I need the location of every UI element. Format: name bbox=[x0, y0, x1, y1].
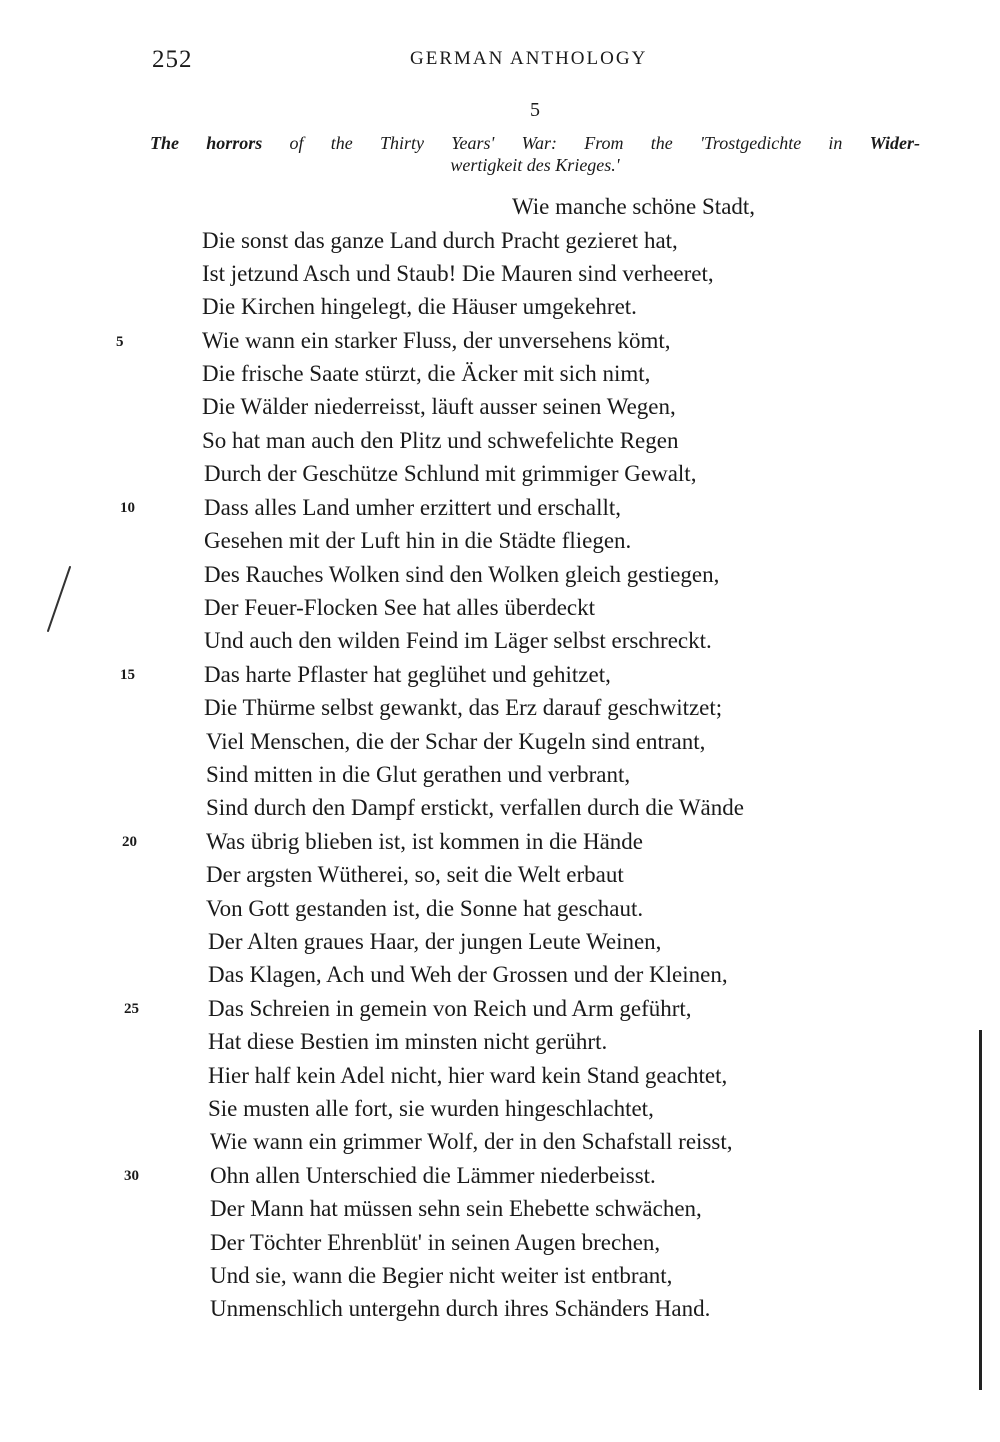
verse-line: Wie manche schöne Stadt, bbox=[512, 194, 756, 219]
verse-line: Der Mann hat müssen sehn sein Ehebette schwächen, bbox=[210, 1196, 702, 1221]
caption-bold-end: Wider- bbox=[869, 133, 920, 153]
line-number: 25 bbox=[124, 1001, 139, 1017]
verse-line: Ist jetzund Asch und Staub! Die Mauren sind verheeret, bbox=[202, 261, 714, 286]
verse-line: Der Feuer-Flocken See hat alles überdeckt bbox=[204, 595, 596, 620]
verse-line: Die sonst das ganze Land durch Pracht gezieret hat, bbox=[202, 228, 678, 253]
pencil-mark-icon bbox=[40, 565, 80, 635]
page-number: 252 bbox=[152, 46, 193, 73]
section-caption bbox=[150, 132, 920, 176]
caption-line-1 bbox=[150, 132, 920, 154]
verse-line: Das harte Pflaster hat geglühet und gehitzet, bbox=[204, 662, 611, 687]
verse-line: Des Rauches Wolken sind den Wolken gleich gestiegen, bbox=[204, 562, 720, 587]
verse-line: Und auch den wilden Feind im Läger selbst erschreckt. bbox=[204, 628, 712, 653]
verse-line: Der Alten graues Haar, der jungen Leute Weinen, bbox=[208, 929, 662, 954]
verse-line: Der Töchter Ehrenblüt' in seinen Augen brechen, bbox=[210, 1230, 661, 1255]
verse-line: Von Gott gestanden ist, die Sonne hat geschaut. bbox=[206, 896, 644, 921]
verse-line: Das Klagen, Ach und Weh der Grossen und der Kleinen, bbox=[208, 962, 728, 987]
verse-line: Sind mitten in die Glut gerathen und verbrant, bbox=[206, 762, 631, 787]
verse-line: Der argsten Wütherei, so, seit die Welt erbaut bbox=[206, 862, 624, 887]
line-number: 15 bbox=[120, 667, 135, 683]
line-number: 5 bbox=[116, 334, 124, 350]
running-head: GERMAN ANTHOLOGY bbox=[410, 48, 648, 69]
verse-line: Die Thürme selbst gewankt, das Erz darauf geschwitzet; bbox=[204, 695, 723, 720]
verse-line: Und sie, wann die Begier nicht weiter ist entbrant, bbox=[210, 1263, 673, 1288]
line-number: 30 bbox=[124, 1168, 139, 1184]
verse-line: Unmenschlich untergehn durch ihres Schänders Hand. bbox=[210, 1296, 711, 1321]
verse-line: So hat man auch den Plitz und schwefelichte Regen bbox=[202, 428, 679, 453]
verse-line: Die Wälder niederreisst, läuft ausser seinen Wegen, bbox=[202, 394, 676, 419]
caption-line-2: wertigkeit des Krieges.' bbox=[450, 155, 620, 175]
verse-line: Das Schreien in gemein von Reich und Arm geführt, bbox=[208, 996, 692, 1021]
verse-line: Ohn allen Unterschied die Lämmer niederbeisst. bbox=[210, 1163, 656, 1188]
scan-edge-line bbox=[979, 1030, 982, 1390]
caption-bold-start: The horrors bbox=[150, 133, 263, 153]
verse-line: Durch der Geschütze Schlund mit grimmiger Gewalt, bbox=[204, 461, 697, 486]
verse-line: Wie wann ein starker Fluss, der unversehens kömt, bbox=[202, 328, 671, 353]
section-number: 5 bbox=[530, 99, 540, 121]
verse-line: Die frische Saate stürzt, die Äcker mit sich nimt, bbox=[202, 361, 651, 386]
line-number: 20 bbox=[122, 834, 137, 850]
verse-line: Die Kirchen hingelegt, die Häuser umgekehret. bbox=[202, 294, 637, 319]
line-number: 10 bbox=[120, 500, 135, 516]
verse-line: Dass alles Land umher erzittert und erschallt, bbox=[204, 495, 622, 520]
verse-line: Hier half kein Adel nicht, hier ward kein Stand geachtet, bbox=[208, 1063, 728, 1088]
verse-line: Viel Menschen, die der Schar der Kugeln sind entrant, bbox=[206, 729, 706, 754]
verse-line: Was übrig blieben ist, ist kommen in die Hände bbox=[206, 829, 643, 854]
verse-line: Wie wann ein grimmer Wolf, der in den Schafstall reisst, bbox=[210, 1129, 733, 1154]
verse-line: Hat diese Bestien im minsten nicht gerührt. bbox=[208, 1029, 608, 1054]
caption-text: of the Thirty Years' War: From the 'Trostgedichte in bbox=[262, 133, 870, 153]
verse-line: Sind durch den Dampf erstickt, verfallen durch die Wände bbox=[206, 795, 744, 820]
verse-line: Gesehen mit der Luft hin in die Städte fliegen. bbox=[204, 528, 632, 553]
verse-line: Sie musten alle fort, sie wurden hingeschlachtet, bbox=[208, 1096, 654, 1121]
